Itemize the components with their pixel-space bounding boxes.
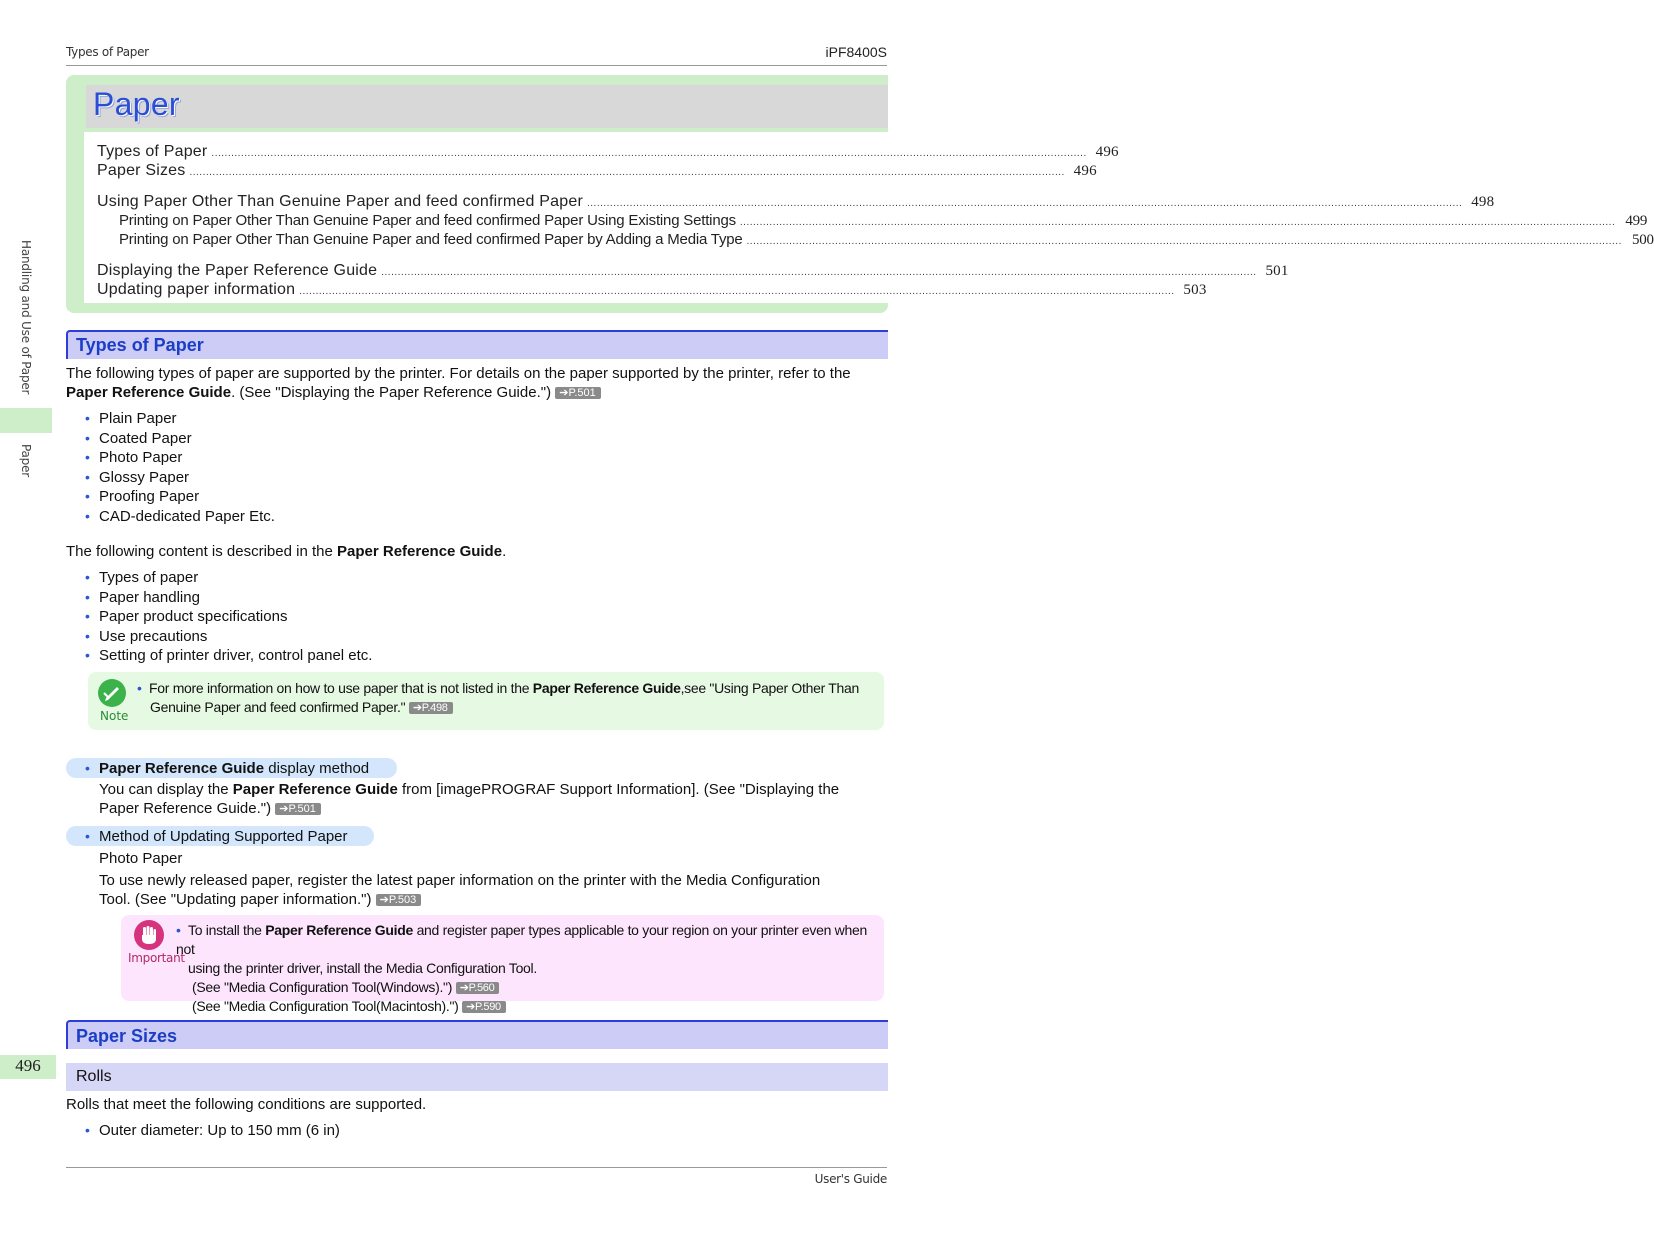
section-heading-bar <box>66 1020 888 1049</box>
list-item-label: Use precautions <box>99 627 208 645</box>
display-method-line1 <box>99 780 879 799</box>
list-item <box>85 507 275 527</box>
toc-entry-page: 496 <box>1095 144 1119 160</box>
bullet-dot-icon: • <box>85 1122 90 1138</box>
list-item-label: Paper handling <box>99 588 200 606</box>
list-item <box>85 448 275 468</box>
imp-text-b: and register paper types applicable to your region on your printer even when not <box>176 922 867 957</box>
guide-name: Paper Reference Guide <box>337 543 503 560</box>
subheading-display-method <box>66 758 397 778</box>
pill-label: Method of Updating Supported Paper <box>99 828 348 845</box>
bullet-dot-icon: • <box>85 488 90 504</box>
list-item <box>85 588 372 608</box>
toc-leader: ........................................................................................................................................................................................................................................................................... <box>211 148 1087 159</box>
list-item-label: CAD-dedicated Paper Etc. <box>99 507 275 525</box>
list-item <box>85 607 372 627</box>
page-title-bar <box>86 85 888 128</box>
bullet-dot-icon: • <box>85 760 90 776</box>
bullet-dot-icon: • <box>85 569 90 585</box>
list-item-label: Outer diameter: Up to 150 mm (6 in) <box>99 1122 340 1139</box>
toc-leader: ........................................................................................................................................................................................................................................................................... <box>381 267 1257 278</box>
bullet-dot-icon: • <box>85 828 90 844</box>
toc-entry[interactable] <box>97 193 1495 211</box>
section-heading-sizes: Paper Sizes <box>76 1026 178 1046</box>
footer-divider <box>66 1167 887 1168</box>
list-item <box>85 1121 340 1141</box>
guide-name: Paper Reference Guide <box>99 760 265 777</box>
toc-entry[interactable] <box>97 281 1207 299</box>
page-ref-link[interactable]: ➔P.498 <box>409 702 453 714</box>
intro-see: . (See "Displaying the Paper Reference Guide.") <box>231 384 552 401</box>
guide-name: Paper Reference Guide <box>532 680 681 696</box>
toc-leader: ........................................................................................................................................................................................................................................................................... <box>299 286 1175 297</box>
guide-name: Paper Reference Guide <box>66 384 232 401</box>
list-item <box>85 646 372 666</box>
bullet-dot-icon: • <box>85 647 90 663</box>
content-intro-text: The following content is described in the <box>66 543 337 560</box>
pencil-check-icon <box>98 679 126 707</box>
bullet-dot-icon: • <box>176 922 181 938</box>
toc-entry-label: Updating paper information <box>97 281 296 298</box>
bullet-dot-icon: • <box>85 588 90 605</box>
note-text-c: Genuine Paper and feed confirmed Paper." <box>150 699 406 715</box>
side-chapter-label: Handling and Use of Paper <box>19 240 33 395</box>
subheading-update-method <box>66 826 374 846</box>
toc-entry-page: 498 <box>1471 194 1495 210</box>
content-list <box>85 568 372 666</box>
rolls-text: Rolls that meet the following conditions are supported. <box>66 1096 427 1113</box>
toc-entry-page: 500 <box>1631 232 1654 248</box>
guide-name: Paper Reference Guide <box>232 781 398 798</box>
content-intro <box>66 542 888 561</box>
page-title: Paper <box>93 86 180 122</box>
toc-leader: ........................................................................................................................................................................................................................................................................... <box>586 198 1463 209</box>
hand-stop-icon <box>134 920 164 950</box>
list-item-label: Types of paper <box>99 569 199 586</box>
header-divider <box>66 65 887 66</box>
update-method-line3 <box>99 890 879 909</box>
subsection-bar <box>66 1063 888 1091</box>
bullet-dot-icon: • <box>85 449 90 465</box>
toc-subentry[interactable] <box>119 212 1648 230</box>
toc-entry-label: Types of Paper <box>97 143 208 160</box>
note-line1 <box>137 679 877 698</box>
toc-entry-page: 501 <box>1265 263 1289 279</box>
imp-text-a: To install the <box>188 922 266 938</box>
toc-entry-label: Paper Sizes <box>97 162 186 179</box>
display-method-text <box>99 780 879 818</box>
toc-leader: ........................................................................................................................................................................................................................................................................... <box>746 236 1622 247</box>
list-item-label: Paper product specifications <box>99 608 288 625</box>
bullet-dot-icon: • <box>85 507 90 524</box>
list-item <box>85 409 275 429</box>
types-intro-line2 <box>66 383 888 402</box>
note-text-a: For more information on how to use paper that is not listed in the <box>149 680 533 696</box>
list-item-label: Proofing Paper <box>99 488 200 505</box>
important-line2: using the printer driver, install the Media Configuration Tool. <box>188 960 537 976</box>
guide-name: Paper Reference Guide <box>265 922 413 938</box>
types-intro-line1: The following types of paper are supported by the printer. For details on the paper supported by the printer, refer to the <box>66 365 851 382</box>
toc-entry[interactable] <box>97 262 1289 280</box>
list-item-label: Glossy Paper <box>99 468 190 486</box>
toc-entry-label: Displaying the Paper Reference Guide <box>97 262 378 279</box>
bullet-dot-icon: • <box>85 468 90 485</box>
list-item <box>85 468 275 488</box>
pill-rest: display method <box>264 760 370 777</box>
text-c: Paper Reference Guide.") <box>99 800 272 817</box>
page-ref-link[interactable]: ➔P.501 <box>275 803 321 815</box>
bullet-dot-icon: • <box>137 680 142 696</box>
list-item-label: Plain Paper <box>99 410 177 427</box>
subsection-rolls: Rolls <box>76 1068 112 1085</box>
content-intro-end: . <box>502 543 507 560</box>
see-text: (See "Media Configuration Tool(Macintosh).") <box>192 998 459 1014</box>
side-tab-highlight <box>0 408 52 433</box>
toc-entry-label: Printing on Paper Other Than Genuine Paper and feed confirmed Paper Using Existing Settings <box>119 212 736 229</box>
page-ref-link[interactable]: ➔P.503 <box>376 894 422 906</box>
footer-guide-name: User's Guide <box>814 1172 887 1186</box>
bullet-dot-icon: • <box>85 410 90 426</box>
bullet-dot-icon: • <box>85 627 90 644</box>
running-header-section: Types of Paper <box>66 45 149 59</box>
toc-entry[interactable] <box>97 162 1097 180</box>
side-topic-label: Paper <box>19 444 33 477</box>
important-label: Important <box>128 951 185 965</box>
bullet-dot-icon: • <box>85 608 90 624</box>
text-a: You can display the <box>99 781 233 798</box>
list-item-label: Coated Paper <box>99 429 192 447</box>
page-ref-link[interactable]: ➔P.560 <box>456 982 500 994</box>
toc-entry-page: 503 <box>1183 282 1207 298</box>
display-method-line2 <box>99 799 879 818</box>
list-item <box>85 568 372 588</box>
toc-subentry[interactable] <box>119 231 1654 249</box>
list-item-label: Setting of printer driver, control panel etc. <box>99 647 373 664</box>
types-intro <box>66 364 888 402</box>
list-item-label: Photo Paper <box>99 449 183 466</box>
see-text: (See "Media Configuration Tool(Windows).") <box>192 979 453 995</box>
important-see-windows <box>176 978 876 997</box>
text-c: Tool. (See "Updating paper information.") <box>99 891 372 908</box>
page-ref-link[interactable]: ➔P.501 <box>555 387 601 399</box>
list-item <box>85 487 275 507</box>
section-heading-types: Types of Paper <box>76 335 204 355</box>
bullet-dot-icon: • <box>85 429 90 446</box>
list-item <box>85 429 275 449</box>
text-b: from [imagePROGRAF Support Information]. (See "Displaying the <box>397 781 840 798</box>
toc-entry-page: 496 <box>1073 163 1097 179</box>
note-text <box>137 679 877 717</box>
update-method-text <box>99 849 879 909</box>
toc-entry-label: Printing on Paper Other Than Genuine Paper and feed confirmed Paper by Adding a Media Type <box>119 231 743 248</box>
note-line2 <box>137 698 877 717</box>
toc-leader: ........................................................................................................................................................................................................................................................................... <box>189 167 1065 178</box>
update-method-line2: To use newly released paper, register the latest paper information on the printer with the Media Configuration <box>99 872 821 889</box>
toc-entry[interactable] <box>97 143 1119 161</box>
important-line1 <box>176 921 876 959</box>
update-method-line1: Photo Paper <box>99 850 183 867</box>
toc-entry-label: Using Paper Other Than Genuine Paper and feed confirmed Paper <box>97 193 583 210</box>
important-see-mac <box>176 997 876 1016</box>
page-number: 496 <box>15 1056 41 1075</box>
page-ref-link[interactable]: ➔P.590 <box>462 1001 506 1013</box>
paper-type-list <box>85 409 275 526</box>
note-label: Note <box>100 709 129 723</box>
rolls-list <box>85 1121 340 1141</box>
important-text <box>176 921 876 1016</box>
running-header-model: iPF8400S <box>825 44 887 60</box>
toc-entry-page: 499 <box>1625 213 1648 229</box>
note-text-b: ,see "Using Paper Other Than <box>680 680 859 696</box>
list-item <box>85 627 372 647</box>
toc-leader: ........................................................................................................................................................................................................................................................................... <box>739 217 1616 228</box>
